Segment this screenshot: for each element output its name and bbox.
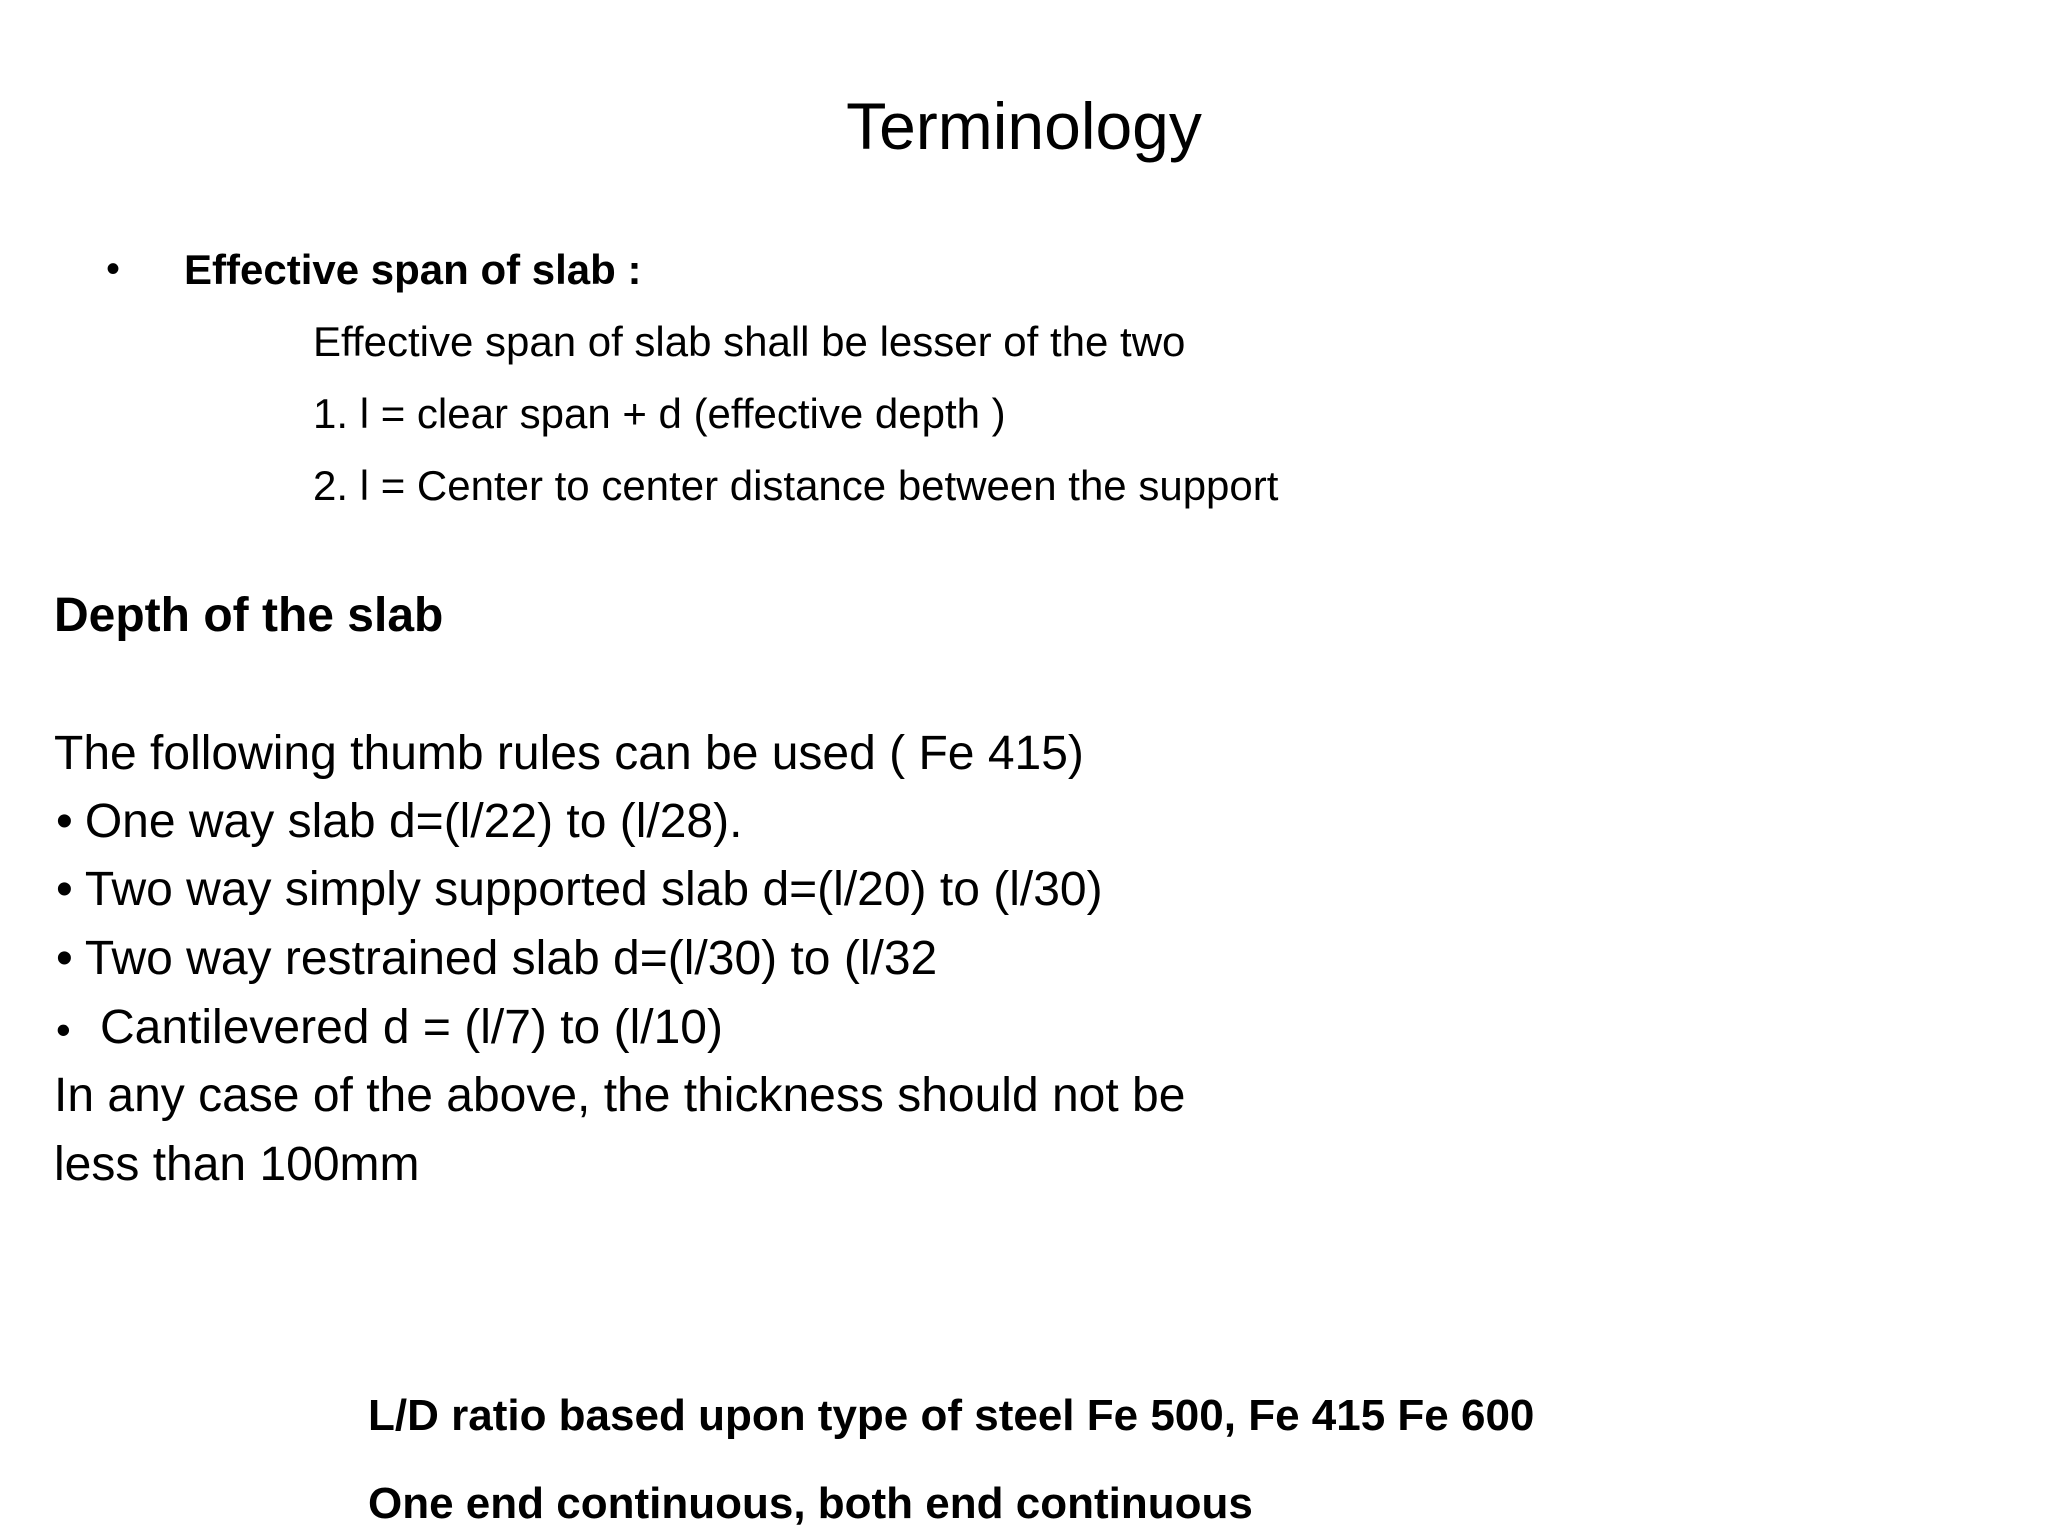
rule-cantilevered: Cantilevered d = (l/7) to (l/10) (100, 1001, 723, 1054)
bullet-icon: • (56, 795, 73, 848)
rule-two-way-restrained (56, 931, 937, 987)
rule-text: Two way restrained slab d=(l/30) to (l/32 (84, 932, 938, 985)
slide-title: Terminology (846, 89, 1202, 163)
bullet-icon: • (106, 247, 121, 291)
effective-span-item-2: 2. l = Center to center distance between the support (313, 462, 1279, 509)
thickness-note-line-2: less than 100mm (54, 1138, 420, 1191)
effective-span-heading: Effective span of slab : (184, 246, 642, 293)
ld-ratio-heading: L/D ratio based upon type of steel Fe 500, Fe 415 Fe 600 (368, 1391, 1535, 1440)
rule-two-way-simply-supported (56, 862, 1103, 918)
depth-heading: Depth of the slab (54, 589, 444, 642)
thumb-rules-intro: The following thumb rules can be used ( Fe 415) (54, 727, 1084, 780)
effective-span-item-1: 1. l = clear span + d (effective depth ) (313, 390, 1006, 437)
bullet-icon: • (56, 1006, 71, 1053)
ld-ratio-subheading: One end continuous, both end continuous (368, 1479, 1253, 1528)
rule-one-way (56, 794, 742, 850)
bullet-icon: • (56, 932, 73, 985)
effective-span-intro: Effective span of slab shall be lesser of the two (313, 318, 1186, 365)
rule-text: Two way simply supported slab d=(l/20) to (l/30) (84, 863, 1103, 916)
rule-text: One way slab d=(l/22) to (l/28). (84, 795, 743, 848)
thickness-note-line-1: In any case of the above, the thickness should not be (54, 1069, 1186, 1122)
bullet-icon: • (56, 863, 73, 916)
